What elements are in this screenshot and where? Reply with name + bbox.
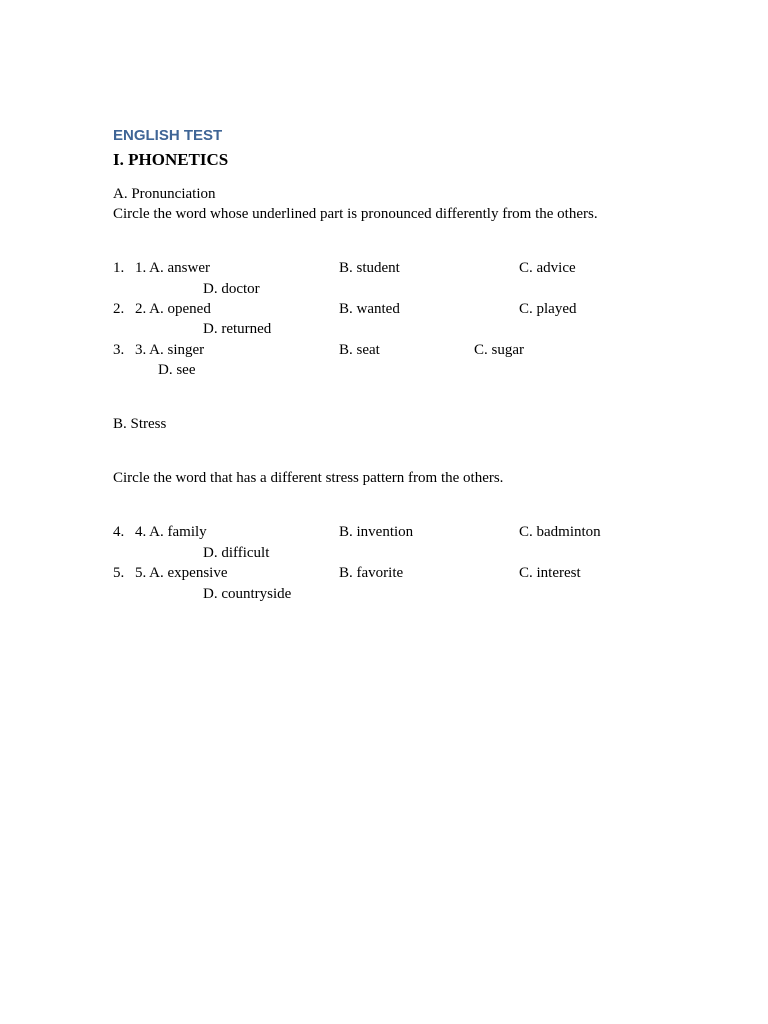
- option-d: D. doctor: [203, 281, 260, 297]
- part-b-heading: B. Stress: [113, 416, 167, 432]
- question-number: 1.: [113, 260, 125, 276]
- section-title: I. PHONETICS: [113, 150, 229, 169]
- option-b: B. student: [339, 260, 400, 276]
- option-c: C. badminton: [519, 524, 601, 540]
- question-number: 2.: [113, 301, 125, 317]
- option-d: D. see: [158, 362, 196, 378]
- option-d: D. returned: [203, 321, 272, 337]
- part-a-instruction: Circle the word whose underlined part is pronounced differently from the others.: [113, 206, 598, 222]
- question-number: 5.: [113, 565, 125, 581]
- option-c: C. played: [519, 301, 577, 317]
- option-a: 1. A. answer: [135, 260, 210, 276]
- option-b: B. favorite: [339, 565, 404, 581]
- option-b: B. invention: [339, 524, 414, 540]
- option-c: C. interest: [519, 565, 581, 581]
- part-a-heading: A. Pronunciation: [113, 186, 216, 202]
- option-a: 4. A. family: [135, 524, 207, 540]
- option-d: D. difficult: [203, 545, 270, 561]
- option-c: C. advice: [519, 260, 576, 276]
- question-number: 3.: [113, 342, 125, 358]
- option-d: D. countryside: [203, 586, 292, 602]
- option-a: 5. A. expensive: [135, 565, 228, 581]
- option-b: B. seat: [339, 342, 380, 358]
- option-c: C. sugar: [474, 342, 524, 358]
- option-b: B. wanted: [339, 301, 400, 317]
- option-a: 2. A. opened: [135, 301, 211, 317]
- part-b-instruction: Circle the word that has a different stress pattern from the others.: [113, 470, 504, 486]
- document-title: ENGLISH TEST: [113, 127, 223, 144]
- question-number: 4.: [113, 524, 125, 540]
- option-a: 3. A. singer: [135, 342, 205, 358]
